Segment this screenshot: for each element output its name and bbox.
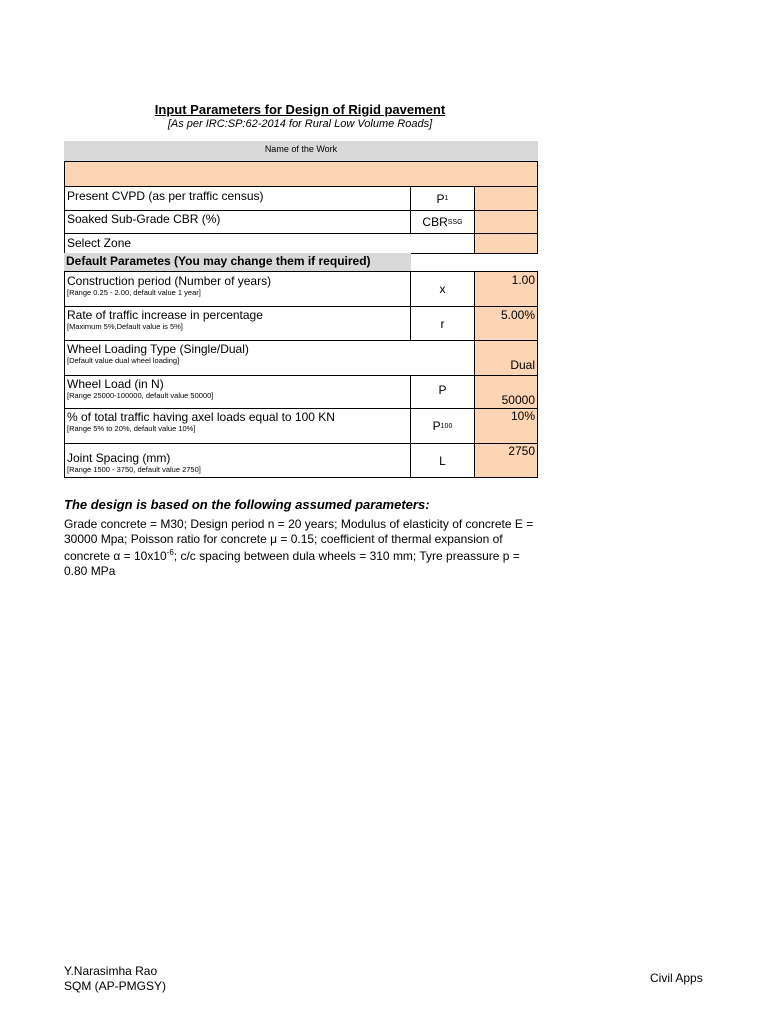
wheel-type-select[interactable]: Dual	[474, 340, 538, 376]
footer-brand: Civil Apps	[650, 971, 703, 985]
wheel-load-input[interactable]: 50000	[474, 375, 538, 409]
construction-input[interactable]: 1.00	[474, 271, 538, 307]
wheel-type-label: Wheel Loading Type (Single/Dual)	[67, 342, 249, 356]
cbr-input[interactable]	[474, 210, 538, 234]
cbr-symbol	[410, 210, 475, 234]
traffic-100-symbol-sub: 100	[440, 422, 453, 430]
traffic-100-symbol-text: P	[432, 419, 441, 433]
joint-symbol: L	[410, 443, 475, 478]
traffic-100-cell	[64, 408, 411, 444]
basis-text-part-1: Grade concrete = M30; Design period n = 20 years; Modulus of elasticity of concrete E = 30000 Mpa; Poisson ratio for concrete μ = 0.15; coefficient of thermal expansion of concrete α = 10x10	[64, 517, 534, 563]
cvpd-symbol	[410, 186, 475, 211]
traffic-100-symbol	[410, 408, 475, 444]
footer-author: Y.Narasimha Rao	[64, 964, 158, 978]
basis-title: The design is based on the following assumed parameters:	[64, 497, 430, 512]
traffic-100-label: % of total traffic having axel loads equal to 100 KN	[67, 410, 335, 424]
construction-cell	[64, 271, 411, 307]
work-name-input[interactable]	[64, 161, 538, 187]
traffic-100-hint: [Range 5% to 20%, default value 10%]	[67, 424, 196, 433]
page-title: Input Parameters for Design of Rigid pavement	[154, 102, 446, 117]
traffic-hint: [Maximum 5%,Default value is 5%]	[67, 322, 183, 331]
cvpd-symbol-sub: 1	[444, 195, 449, 202]
zone-label: Select Zone	[64, 233, 475, 254]
construction-label: Construction period (Number of years)	[67, 274, 272, 288]
joint-cell	[64, 443, 411, 478]
cbr-symbol-text: CBR	[422, 215, 448, 229]
page-subtitle: [As per IRC:SP:62-2014 for Rural Low Volume Roads]	[167, 118, 433, 130]
cvpd-input[interactable]	[474, 186, 538, 211]
wheel-load-cell	[64, 375, 411, 409]
cbr-label: Soaked Sub-Grade CBR (%)	[64, 210, 411, 234]
footer-role: SQM (AP-PMGSY)	[64, 979, 167, 993]
wheel-load-symbol: P	[410, 375, 475, 409]
basis-text	[64, 517, 544, 578]
zone-select[interactable]	[474, 233, 538, 254]
cvpd-label: Present CVPD (as per traffic census)	[64, 186, 411, 211]
wheel-load-label: Wheel Load (in N)	[67, 377, 164, 391]
joint-input[interactable]: 2750	[474, 443, 538, 478]
joint-hint: [Range 1500 - 3750, default value 2750]	[67, 465, 201, 474]
wheel-load-hint: [Range 25000-100000, default value 50000]	[67, 391, 214, 400]
cbr-symbol-sub: SSG	[447, 218, 463, 226]
traffic-100-input[interactable]: 10%	[474, 408, 538, 444]
wheel-type-hint: [Default value dual wheel loading]	[67, 356, 180, 365]
traffic-symbol: r	[410, 306, 475, 341]
traffic-input[interactable]: 5.00%	[474, 306, 538, 341]
construction-hint: [Range 0.25 - 2.00, default value 1 year]	[67, 288, 201, 297]
work-name-header: Name of the Work	[64, 141, 538, 161]
basis-text-exponent: -6	[166, 548, 174, 557]
basis-text-part-2: ; c/c spacing between dula wheels = 310 mm; Tyre preassure p = 0.80 MPa	[64, 549, 520, 578]
cvpd-symbol-text: P	[436, 191, 445, 206]
default-section-header: Default Parametes (You may change them if required)	[64, 253, 411, 271]
wheel-type-cell	[64, 340, 475, 376]
construction-symbol: x	[410, 271, 475, 307]
traffic-cell	[64, 306, 411, 341]
traffic-label: Rate of traffic increase in percentage	[67, 308, 263, 322]
joint-label: Joint Spacing (mm)	[67, 451, 171, 465]
